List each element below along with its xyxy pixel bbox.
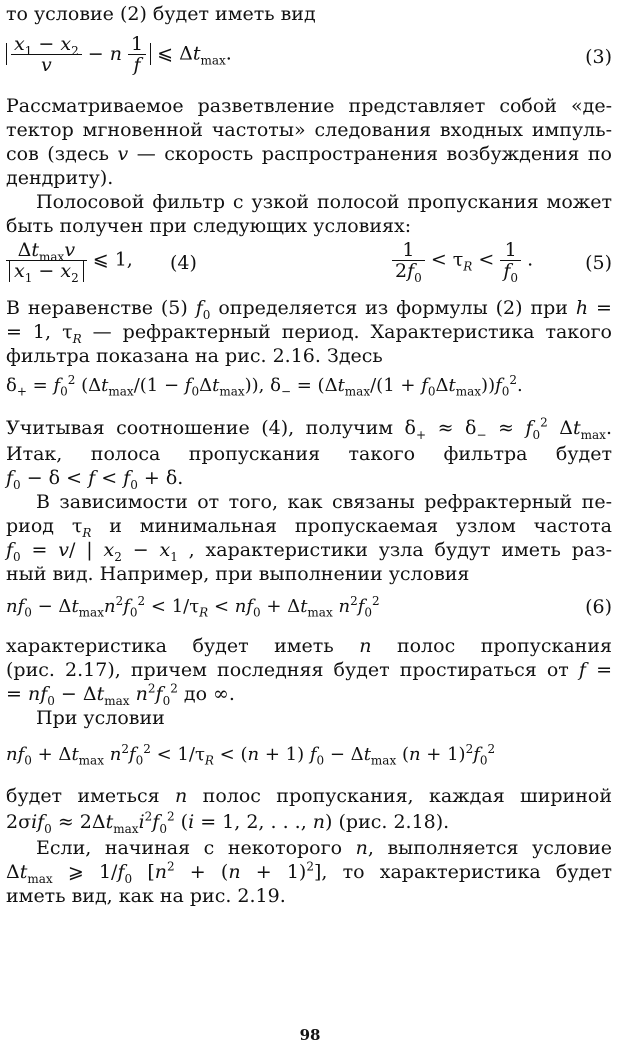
formula-3: $\frac{x_1 - x_2}{v}$ − n $\frac{1}{f}$ ⩽ $\Delta t_{max}$.: [6, 34, 232, 75]
equation-number: (6): [585, 596, 612, 618]
text-line: В неравенстве (5) $f_0$ определяется из формулы (2) при h =: [6, 297, 612, 322]
equation-number: (4): [170, 252, 197, 274]
text-line: тектор мгновенной частоты» следования входных импуль-: [6, 119, 612, 141]
equation-number: (5): [585, 252, 612, 274]
formula-delta: $\delta_+ = f_0^2$ $(\Delta t_{max}/(1 - f_0\Delta t_{max}))$, $\delta_- = (\Delta t_{max}/(1 + f_0\Delta t_{max}))f_0^2$.: [6, 373, 523, 399]
text-line: то условие (2) будет иметь вид: [6, 3, 316, 25]
text-line: иметь вид, как на рис. 2.19.: [6, 885, 286, 907]
text-line: фильтра показана на рис. 2.16. Здесь: [6, 345, 383, 367]
formula-7: $nf_0 + \Delta t_{max}$ $n^2f_0^2 < 1/\tau_R < (n + 1) f_0 - \Delta t_{max}$ $(n + 1)^2f_0^2$: [6, 742, 496, 768]
text-line: Итак, полоса пропускания такого фильтра будет: [6, 443, 612, 465]
text-line: $f_0 = v/$ | $x_2 - x_1$ , характеристики узла будут иметь раз-: [6, 539, 613, 564]
text-line: характеристика будет иметь n полос пропускания: [6, 635, 612, 657]
text-line: $\Delta t_{max}$ ⩾ $1/f_0$ $[n^2 + (n + 1)^2]$, то характеристика будет: [6, 859, 612, 886]
text-line: При условии: [36, 707, 165, 729]
formula-6: $nf_0 - \Delta t_{max}n^2f_0^2 < 1/\tau_R < nf_0 + \Delta t_{max}$ $n^2f_0^2$: [6, 594, 380, 620]
page-number: 98: [299, 1026, 321, 1044]
text-line: = $nf_0 - \Delta t_{max}$ $n^2f_0^2$ до ∞.: [6, 681, 235, 708]
text-line: = 1, $\tau_R$ — рефрактерный период. Характеристика такого: [6, 321, 612, 346]
text-line: Рассматриваемое разветвление представляет собой «де-: [6, 95, 612, 117]
text-line: Если, начиная с некоторого n, выполняется условие: [36, 837, 612, 859]
text-line: сов (здесь v — скорость распространения возбуждения по: [6, 143, 612, 165]
text-line: риод $\tau_R$ и минимальная пропускаемая узлом частота: [6, 515, 612, 540]
text-line: $2\sigma if_0 \approx 2\Delta t_{max}i^2f_0^2$ (i = 1, 2, . . ., n) (рис. 2.18).: [6, 809, 450, 836]
formula-inline: $f_0 - \delta < f < f_0 + \delta$.: [6, 467, 184, 492]
formula-5: $\frac{1}{2f_0}$ < $\tau_R$ < $\frac{1}{f_0}$ .: [392, 240, 533, 281]
text-line: ный вид. Например, при выполнении условия: [6, 563, 470, 585]
text-line: дендриту).: [6, 167, 114, 189]
text-line: быть получен при следующих условиях:: [6, 215, 412, 237]
text-line: В зависимости от того, как связаны рефрактерный пе-: [36, 491, 612, 513]
text-line: (рис. 2.17), причем последняя будет простираться от f =: [6, 659, 612, 681]
text-line: Учитывая соотношение (4), получим $\delta_+ \approx \delta_- \approx f_0^2$ $\Delta t_{max}$.: [6, 415, 612, 442]
equation-number: (3): [585, 46, 612, 68]
text-line: Полосовой фильтр с узкой полосой пропускания может: [36, 191, 612, 213]
formula-4: $\frac{\Delta t_{max}v}{x_1 - x_2}$ ⩽ 1,: [6, 240, 133, 281]
text-line: будет иметься n полос пропускания, каждая шириной: [6, 785, 612, 807]
